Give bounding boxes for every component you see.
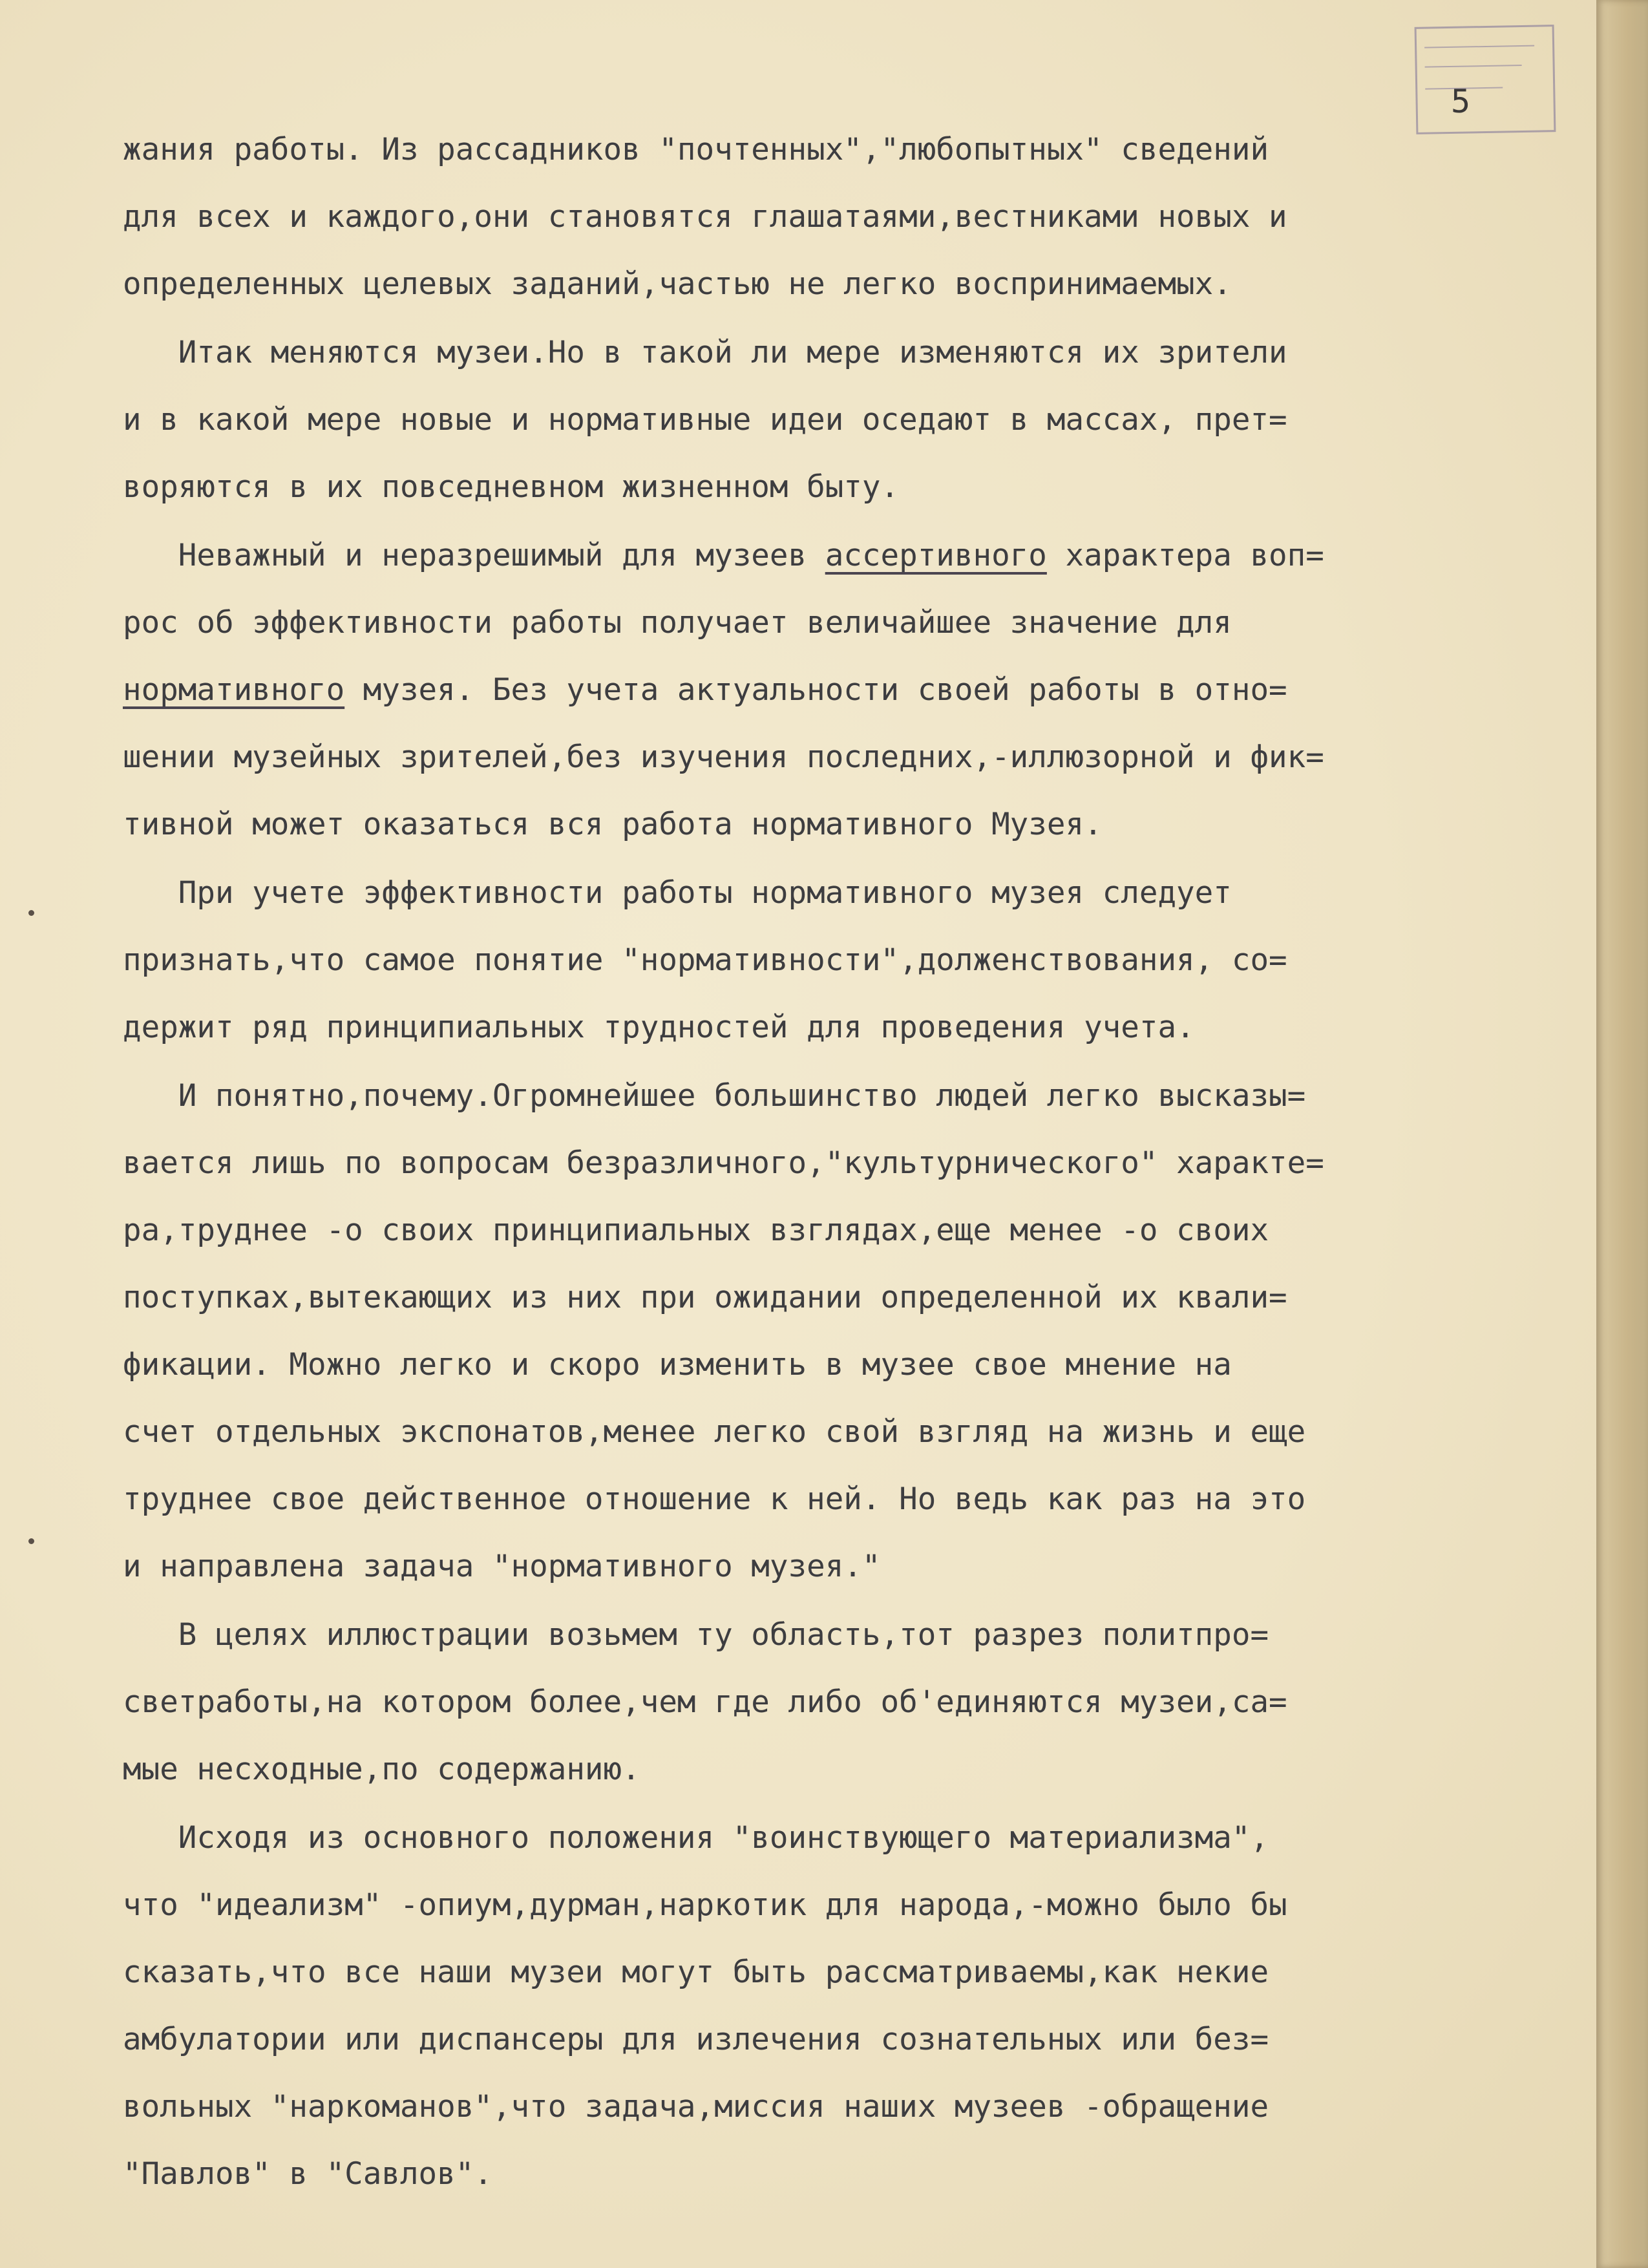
text-line: что "идеализм" -опиум,дурман,наркотик для народа,-можно было бы: [123, 1887, 1287, 1923]
text-line: Итак меняются музеи.Но в такой ли мере изменяются их зрители: [123, 335, 1287, 370]
text-line: амбулатории или диспансеры для излечения сознательных или без=: [123, 2022, 1269, 2057]
text-line: светработы,на котором более,чем где либо об'единяются музеи,са=: [123, 1684, 1287, 1720]
text-line: воряются в их повседневном жизненном быту.: [123, 469, 900, 505]
text-line: Неважный и неразрешимый для музеев ассертивного характера воп=: [123, 538, 1324, 573]
paragraph: [123, 860, 1558, 1063]
text-line: В целях иллюстрации возьмем ту область,тот разрез политпро=: [123, 1617, 1269, 1653]
text-line: фикации. Можно легко и скоро изменить в музее свое мнение на: [123, 1347, 1232, 1383]
text-line: для всех и каждого,они становятся глашатаями,вестниками новых и: [123, 199, 1287, 235]
paper-edge: [1596, 0, 1648, 2268]
text-line: тивной может оказаться вся работа нормативного Музея.: [123, 807, 1103, 842]
binder-hole-mark: [28, 910, 34, 916]
text-line: Исходя из основного положения "воинствующего материализма",: [123, 1820, 1269, 1856]
binder-hole-mark: [28, 1538, 34, 1544]
text-line: ра,труднее -о своих принципиальных взглядах,еще менее -о своих: [123, 1213, 1269, 1248]
text-line: вается лишь по вопросам безразличного,"культурнического" характе=: [123, 1145, 1324, 1181]
text-line: признать,что самое понятие "нормативности",долженствования, со=: [123, 942, 1287, 978]
text-line: и в какой мере новые и нормативные идеи оседают в массах, прет=: [123, 402, 1287, 438]
text-line: рос об эффективности работы получает величайшее значение для: [123, 605, 1232, 641]
underlined-word: нормативного: [123, 672, 345, 708]
paragraph: [123, 319, 1558, 522]
page-number: 5: [1451, 83, 1471, 120]
text-line: шении музейных зрителей,без изучения последних,-иллюзорной и фик=: [123, 739, 1324, 775]
text-line: "Павлов" в "Савлов".: [123, 2156, 492, 2192]
text-line: держит ряд принципиальных трудностей для проведения учета.: [123, 1010, 1195, 1045]
paragraph: [123, 1805, 1558, 2208]
text-line: труднее свое действенное отношение к ней. Но ведь как раз на это: [123, 1481, 1306, 1517]
paragraph: [123, 1602, 1558, 1805]
underlined-word: ассертивного: [825, 538, 1047, 573]
text-line: определенных целевых заданий,частью не легко воспринимаемых.: [123, 266, 1232, 302]
typewritten-text: [123, 116, 1558, 2208]
paragraph: [123, 522, 1558, 860]
text-line: и направлена задача "нормативного музея.": [123, 1549, 881, 1584]
text-line: При учете эффективности работы нормативного музея следует: [123, 875, 1232, 911]
text-line: жания работы. Из рассадников "почтенных","любопытных" сведений: [123, 132, 1269, 167]
text-line: мые несходные,по содержанию.: [123, 1752, 640, 1787]
text-line: сказать,что все наши музеи могут быть рассматриваемы,как некие: [123, 1955, 1269, 1990]
text-line: И понятно,почему.Огромнейшее большинство людей легко высказы=: [123, 1078, 1306, 1114]
text-line: вольных "наркоманов",что задача,миссия наших музеев -обращение: [123, 2089, 1269, 2125]
paragraph: [123, 116, 1558, 319]
paragraph: [123, 1063, 1558, 1602]
text-line: поступках,вытекающих из них при ожидании определенной их квали=: [123, 1280, 1287, 1315]
text-line: нормативного музея. Без учета актуальности своей работы в отно=: [123, 672, 1287, 708]
text-line: счет отдельных экспонатов,менее легко свой взгляд на жизнь и еще: [123, 1414, 1306, 1450]
